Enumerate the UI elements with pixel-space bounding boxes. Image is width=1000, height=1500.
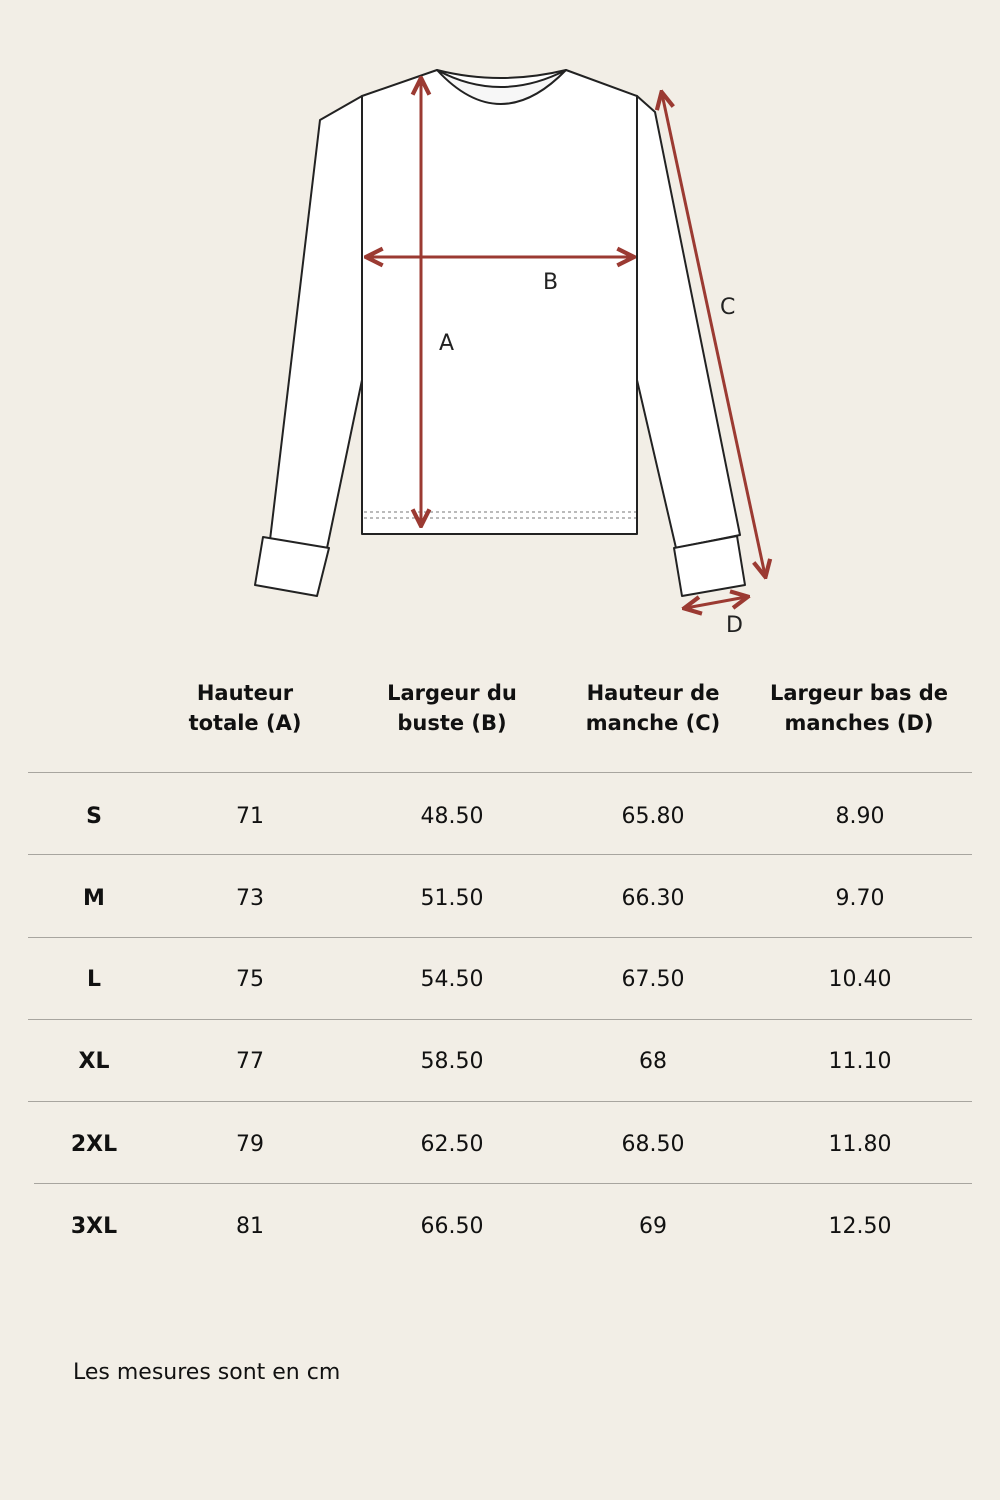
value-cell: 12.50 bbox=[828, 1214, 892, 1239]
table-divider bbox=[28, 772, 972, 773]
value-cell: 68 bbox=[639, 1049, 667, 1074]
table-row bbox=[0, 1184, 1000, 1266]
label-c: C bbox=[720, 295, 736, 320]
value-cell: 51.50 bbox=[420, 886, 484, 911]
table-row bbox=[0, 774, 1000, 856]
sweater-outline bbox=[255, 70, 745, 596]
table-row bbox=[0, 937, 1000, 1019]
label-a: A bbox=[439, 331, 455, 356]
size-cell: XL bbox=[78, 1049, 110, 1074]
value-cell: 79 bbox=[236, 1132, 264, 1157]
value-cell: 8.90 bbox=[835, 804, 885, 829]
arrow-d bbox=[686, 597, 746, 608]
value-cell: 58.50 bbox=[420, 1049, 484, 1074]
value-cell: 65.80 bbox=[621, 804, 685, 829]
size-cell: 2XL bbox=[70, 1132, 118, 1157]
value-cell: 75 bbox=[236, 967, 264, 992]
value-cell: 62.50 bbox=[420, 1132, 484, 1157]
value-cell: 81 bbox=[236, 1214, 264, 1239]
label-b: B bbox=[543, 270, 559, 295]
value-cell: 69 bbox=[639, 1214, 667, 1239]
size-cell: L bbox=[86, 967, 102, 992]
header-hauteur-manche: Hauteur de manche (C) bbox=[585, 681, 721, 735]
value-cell: 71 bbox=[236, 804, 264, 829]
header-largeur-bas-manches: Largeur bas de manches (D) bbox=[769, 681, 949, 735]
value-cell: 68.50 bbox=[621, 1132, 685, 1157]
size-cell: M bbox=[83, 886, 105, 911]
value-cell: 66.30 bbox=[621, 886, 685, 911]
value-cell: 48.50 bbox=[420, 804, 484, 829]
table-row bbox=[0, 1019, 1000, 1101]
value-cell: 11.10 bbox=[828, 1049, 892, 1074]
value-cell: 54.50 bbox=[420, 967, 484, 992]
size-cell: 3XL bbox=[70, 1214, 118, 1239]
header-hauteur-totale: Hauteur totale (A) bbox=[188, 681, 302, 735]
value-cell: 67.50 bbox=[621, 967, 685, 992]
header-largeur-buste: Largeur du buste (B) bbox=[387, 681, 517, 735]
value-cell: 10.40 bbox=[828, 967, 892, 992]
table-row bbox=[0, 1102, 1000, 1184]
value-cell: 9.70 bbox=[835, 886, 885, 911]
sweater-diagram bbox=[0, 0, 1000, 660]
units-note: Les mesures sont en cm bbox=[73, 1360, 341, 1385]
value-cell: 73 bbox=[236, 886, 264, 911]
value-cell: 66.50 bbox=[420, 1214, 484, 1239]
value-cell: 11.80 bbox=[828, 1132, 892, 1157]
label-d: D bbox=[726, 613, 743, 638]
value-cell: 77 bbox=[236, 1049, 264, 1074]
size-cell: S bbox=[86, 804, 102, 829]
table-row bbox=[0, 856, 1000, 938]
